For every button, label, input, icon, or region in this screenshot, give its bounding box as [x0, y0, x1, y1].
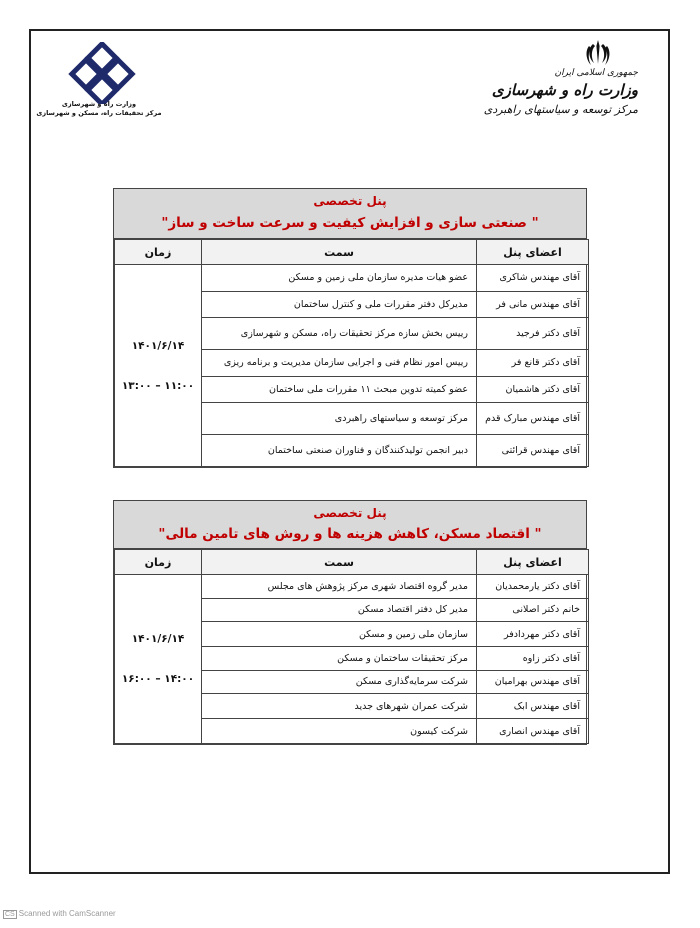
panel-title: " صنعتی سازی و افزایش کیفیت و سرعت ساخت و ساز": [161, 215, 539, 231]
member-role: شرکت سرمایه‌گذاری مسکن: [202, 670, 477, 694]
member-name: آقای مهندس انصاری: [477, 719, 589, 744]
right-org-line1: جمهوری اسلامی ایران: [554, 68, 638, 78]
time-column-header: زمان: [115, 240, 202, 265]
scanner-watermark: [3, 909, 116, 919]
camscanner-badge: CS: [5, 911, 15, 918]
members-column-header: اعضای پنل: [477, 240, 589, 265]
table-row: [115, 575, 589, 599]
left-org-line2: مرکز تحقیقات راه، مسکن و شهرسازی: [36, 109, 162, 117]
member-name: آقای دکتر زاوه: [477, 647, 589, 671]
member-role: مدیر گروه اقتصاد شهری مرکز پژوهش های مجلس: [202, 575, 477, 599]
member-role: عضو کمیته تدوین مبحث ۱۱ مقررات ملی ساختمان: [202, 376, 477, 403]
research-center-logo-icon: [66, 42, 138, 104]
member-role: شرکت کیسون: [202, 719, 477, 744]
panel-header: [114, 189, 586, 239]
member-role: مدیر کل دفتر اقتصاد مسکن: [202, 598, 477, 622]
member-name: آقای مهندس مانی فر: [477, 291, 589, 318]
member-role: مرکز تحقیقات ساختمان و مسکن: [202, 647, 477, 671]
member-role: شرکت عمران شهرهای جدید: [202, 694, 477, 719]
member-name: آقای مهندس بهرامیان: [477, 670, 589, 694]
session-date: ۱۴۰۱/۶/۱۴: [131, 633, 185, 645]
member-name: آقای دکتر مهردادفر: [477, 622, 589, 647]
panel-housing-economics: [113, 500, 587, 745]
member-role: رییس بخش سازه مرکز تحقیقات راه، مسکن و شهرسازی: [202, 318, 477, 350]
table-header-row: [115, 550, 589, 575]
member-role: سازمان ملی زمین و مسکن: [202, 622, 477, 647]
session-date: ۱۴۰۱/۶/۱۴: [131, 339, 185, 352]
session-hours: ۱۴:۰۰ – ۱۶:۰۰: [121, 673, 195, 685]
panel-label: پنل تخصصی: [313, 194, 387, 208]
member-role: دبیر انجمن تولیدکنندگان و فناوران صنعتی ساختمان: [202, 435, 477, 467]
member-name: آقای دکتر هاشمیان: [477, 376, 589, 403]
member-name: آقای دکتر فرجید: [477, 318, 589, 350]
right-org-line2: وزارت راه و شهرسازی: [491, 81, 638, 99]
members-column-header: اعضای پنل: [477, 550, 589, 575]
member-role: مدیرکل دفتر مقررات ملی و کنترل ساختمان: [202, 291, 477, 318]
member-name: آقای مهندس شاکری: [477, 265, 589, 292]
panel-table: [114, 549, 589, 744]
member-role: عضو هیات مدیره سازمان ملی زمین و مسکن: [202, 265, 477, 292]
role-column-header: سمت: [202, 550, 477, 575]
panel-header: [114, 501, 586, 549]
member-name: آقای دکتر یارمحمدیان: [477, 575, 589, 599]
table-row: [115, 265, 589, 292]
right-org-line3: مرکز توسعه و سیاستهای راهبردی: [483, 103, 638, 116]
member-role: مرکز توسعه و سیاستهای راهبردی: [202, 403, 477, 435]
member-name: آقای مهندس ابک: [477, 694, 589, 719]
time-column-header: زمان: [115, 550, 202, 575]
member-name: آقای دکتر قانع فر: [477, 350, 589, 377]
panel-table: [114, 239, 589, 467]
panel-label: پنل تخصصی: [313, 506, 387, 520]
table-header-row: [115, 240, 589, 265]
scanner-text: Scanned with CamScanner: [18, 909, 116, 918]
member-name: خانم دکتر اصلانی: [477, 598, 589, 622]
left-org-line1: وزارت راه و شهرسازی: [61, 100, 137, 108]
left-organization-name: [36, 100, 162, 118]
member-role: رییس امور نظام فنی و اجرایی سازمان مدیریت و برنامه ریزی: [202, 350, 477, 377]
national-emblem-icon: [585, 38, 611, 68]
panel-title: " اقتصاد مسکن، کاهش هزینه ها و روش های تامین مالی": [158, 526, 542, 542]
member-name: آقای مهندس قرائتی: [477, 435, 589, 467]
member-name: آقای مهندس مبارک قدم: [477, 403, 589, 435]
right-organization-name: [438, 66, 638, 118]
panel-industrialization: [113, 188, 587, 468]
session-time: [115, 265, 202, 467]
role-column-header: سمت: [202, 240, 477, 265]
session-time: [115, 575, 202, 744]
session-hours: ۱۱:۰۰ – ۱۳:۰۰: [121, 379, 195, 392]
